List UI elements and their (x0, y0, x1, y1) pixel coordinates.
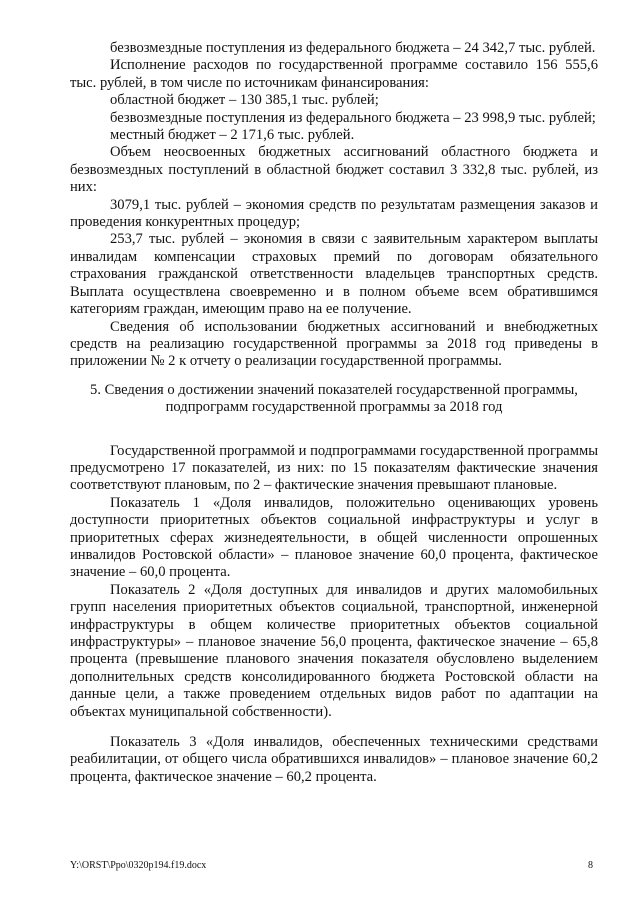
paragraph-regional-budget: областной бюджет – 130 385,1 тыс. рублей; (110, 92, 379, 109)
paragraph-expenditure-total: Исполнение расходов по государственной программе составило 156 555,6 тыс. рублей, в том числе по источникам финансирования: (70, 57, 598, 91)
paragraph-indicators-summary: Государственной программой и подпрограммами государственной программы предусмотрено 17 показателей, из них: по 15 показателям фактические значения соответствуют плановым, по 2 – фактические значения превышают плановые. (70, 442, 598, 494)
paragraph-indicator-3: Показатель 3 «Доля инвалидов, обеспеченных техническими средствами реабилитации, от общего числа обратившихся инвалидов» – плановое значение 60,2 процента, фактическое значение – 60,2 процента. (70, 734, 598, 785)
paragraph-federal-receipts-total: безвозмездные поступления из федерального бюджета – 24 342,7 тыс. рублей. (110, 40, 596, 56)
paragraph-procurement-savings: 3079,1 тыс. рублей – экономия средств по результатам размещения заказов и проведения конкурентных процедур; (70, 196, 598, 231)
paragraph-indicator-2: Показатель 2 «Доля доступных для инвалидов и других маломобильных групп населения приоритетных объектов социальной, транспортной, инженерной инфраструктуры в общем количестве приоритетных объектов социальной инфраструктуры» – плановое значение 56,0 процента, фактическое значение – 65,8 процента (превышение планового значения показателя обусловлено выделением дополнительных средств консолидированного бюджета Ростовской области на данные цели, а также проведением отдельных видов работ по адаптации на объектах муниципальной собственности). (70, 581, 598, 720)
paragraph-federal-receipts-spent: безвозмездные поступления из федерального бюджета – 23 998,9 тыс. рублей; (110, 109, 596, 126)
paragraph-indicator-1: Показатель 1 «Доля инвалидов, положительно оценивающих уровень доступности приоритетных объектов социальной инфраструктуры и услуг в приоритетных сферах жизнедеятельности, в общей численности опрошенных инвалидов Ростовской области» – плановое значение 60,0 процента, фактическое значение – 60,0 процента. (70, 494, 598, 581)
paragraph-appendix-reference: Сведения об использовании бюджетных ассигнований и внебюджетных средств на реализацию государственной программы за 2018 год приведены в приложении № 2 к отчету о реализации государственной программы. (70, 318, 598, 370)
paragraph-insurance-savings: 253,7 тыс. рублей – экономия в связи с заявительным характером выплаты инвалидам компенсации страховых премий по договорам обязательного страхования гражданской ответственности владельцев транспортных средств. Выплата осуществлена своевременно и в полном объеме всем обратившимся категориям граждан, имеющим право на ее получение. (70, 231, 598, 318)
section-heading: 5. Сведения о достижении значений показателей государственной программы, подпрограмм государственной программы за 2018 год (90, 381, 578, 416)
footer-file-path: Y:\ORST\Ppo\0320p194.f19.docx (70, 860, 207, 871)
page-number: 8 (588, 860, 593, 871)
document-body (70, 40, 598, 786)
paragraph-local-budget: местный бюджет – 2 171,6 тыс. рублей. (110, 127, 355, 144)
paragraph-unspent-allocations: Объем неосвоенных бюджетных ассигнований областного бюджета и безвозмездных поступлений в областной бюджет составил 3 332,8 тыс. рублей, из них: (70, 144, 598, 196)
